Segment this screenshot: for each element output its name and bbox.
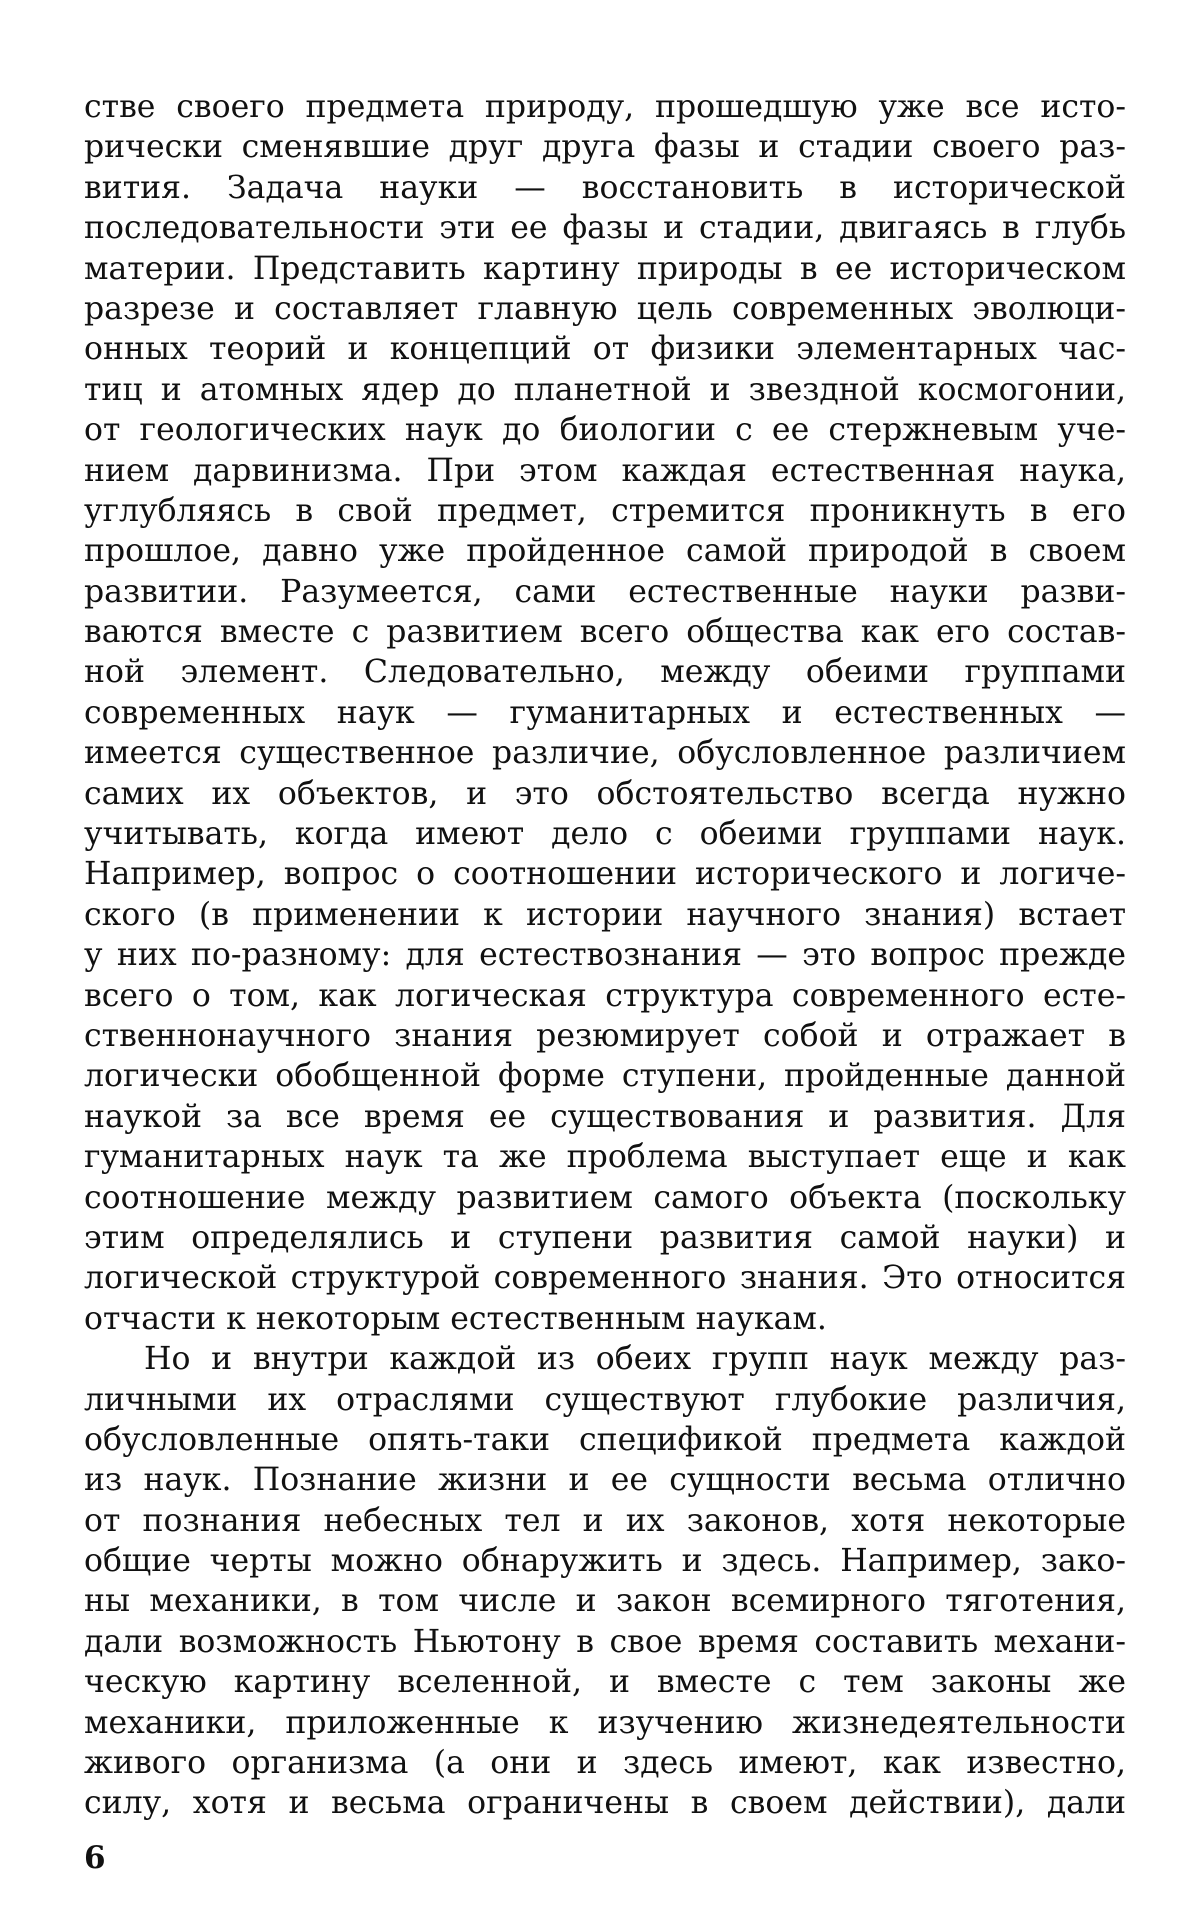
text-line: общие черты можно обнаружить и здесь. Например, зако- [84,1543,1126,1580]
text-line: Но и внутри каждой из обеих групп наук между раз- [144,1341,1126,1378]
text-line: ского (в применении к истории научного знания) встает [84,896,1126,933]
text-line: у них по-разному: для естествознания — это вопрос прежде [84,937,1126,974]
text-line: вития. Задача науки — восстановить в исторической [84,169,1126,206]
text-line: ваются вместе с развитием всего общества как его состав- [84,614,1126,651]
text-line: рически сменявшие друг друга фазы и стадии своего раз- [84,129,1126,166]
text-line: всего о том, как логическая структура современного есте- [84,977,1126,1014]
text-line: материи. Представить картину природы в ее историческом [84,250,1126,287]
text-line: учитывать, когда имеют дело с обеими группами наук. [84,816,1126,853]
text-line: из наук. Познание жизни и ее сущности весьма отлично [84,1462,1126,1499]
text-line: логически обобщенной форме ступени, пройденные данной [84,1058,1126,1095]
text-line: углубляясь в свой предмет, стремится проникнуть в его [84,492,1126,529]
text-line: механики, приложенные к изучению жизнедеятельности [84,1704,1126,1741]
text-line: соотношение между развитием самого объекта (поскольку [84,1179,1126,1216]
text-line: дали возможность Ньютону в свое время составить механи- [84,1623,1126,1660]
text-line: ной элемент. Следовательно, между обеими группами [84,654,1126,691]
text-line: живого организма (а они и здесь имеют, как известно, [84,1745,1126,1782]
text-line: онных теорий и концепций от физики элементарных час- [84,331,1126,368]
body-text [84,87,1126,1824]
page-number: 6 [84,1840,106,1876]
text-line: обусловленные опять-таки спецификой предмета каждой [84,1421,1126,1458]
text-line: последовательности эти ее фазы и стадии, двигаясь в глубь [84,210,1126,247]
text-line: от познания небесных тел и их законов, хотя некоторые [84,1502,1126,1539]
text-line: силу, хотя и весьма ограничены в своем действии), дали [84,1785,1126,1822]
text-line: Например, вопрос о соотношении исторического и логиче- [84,856,1126,893]
text-line: отчасти к некоторым естественным наукам. [84,1300,827,1337]
text-line: логической структурой современного знания. Это относится [84,1260,1126,1297]
text-line: стве своего предмета природу, прошедшую уже все исто- [84,89,1126,125]
text-line: разрезе и составляет главную цель современных эволюци- [84,290,1126,327]
text-line: ны механики, в том числе и закон всемирного тяготения, [84,1583,1126,1620]
text-line: ственнонаучного знания резюмирует собой и отражает в [84,1017,1126,1054]
text-line: нием дарвинизма. При этом каждая естественная наука, [84,452,1126,489]
text-line: наукой за все время ее существования и развития. Для [84,1098,1126,1135]
text-line: имеется существенное различие, обусловленное различием [84,735,1126,772]
text-line: развитии. Разумеется, сами естественные науки разви- [84,573,1126,610]
text-line: самих их объектов, и это обстоятельство всегда нужно [84,775,1126,812]
text-line: прошлое, давно уже пройденное самой природой в своем [84,533,1126,570]
text-line: личными их отраслями существуют глубокие различия, [84,1381,1126,1418]
text-line: этим определялись и ступени развития самой науки) и [84,1219,1126,1256]
text-line: ческую картину вселенной, и вместе с тем законы же [84,1664,1126,1701]
text-line: тиц и атомных ядер до планетной и звездной космогонии, [84,371,1126,408]
text-line: от геологических наук до биологии с ее стержневым уче- [84,412,1126,449]
text-line: современных наук — гуманитарных и естественных — [84,694,1126,731]
text-line: гуманитарных наук та же проблема выступает еще и как [84,1139,1126,1176]
